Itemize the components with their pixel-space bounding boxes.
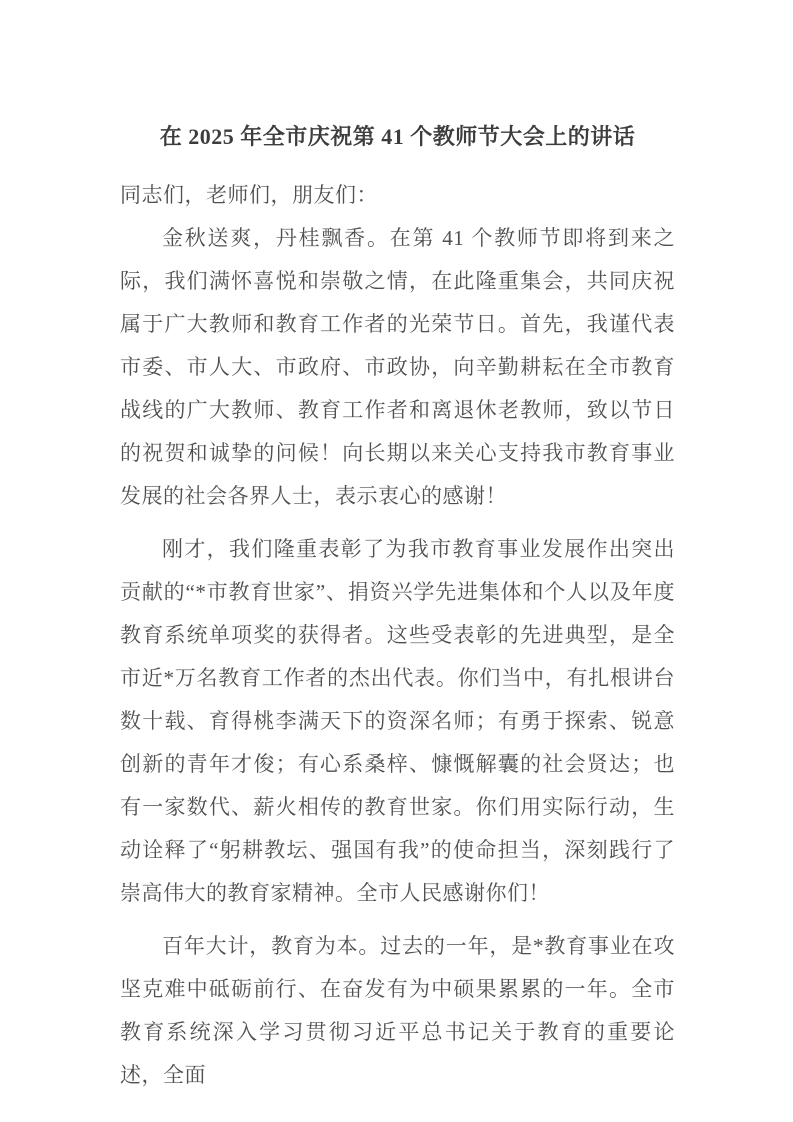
paragraph-greeting: 金秋送爽，丹桂飘香。在第 41 个教师节即将到来之际，我们满怀喜悦和崇敬之情，在此隆重集会，共同庆祝属于广大教师和教育工作者的光荣节日。首先，我谨代表市委、市人大、市政府、市政协，向辛勤耕耘在全市教育战线的广大教师、教育工作者和离退休老教师，致以节日的祝贺和诚挚的问候！向长期以来关心支持我市教育事业发展的社会各界人士，表示衷心的感谢！ bbox=[120, 226, 675, 508]
salutation-line: 同志们，老师们，朋友们： bbox=[120, 183, 378, 207]
document-title: 在 2025 年全市庆祝第 41 个教师节大会上的讲话 bbox=[159, 124, 636, 149]
paragraph-education-review: 百年大计，教育为本。过去的一年，是*教育事业在攻坚克难中砥砺前行、在奋发有为中硕果累累的一年。全市教育系统深入学习贯彻习近平总书记关于教育的重要论述，全面 bbox=[120, 934, 675, 1087]
paragraph-commendation: 刚才，我们隆重表彰了为我市教育事业发展作出突出贡献的“*市教育世家”、捐资兴学先进集体和个人以及年度教育系统单项奖的获得者。这些受表彰的先进典型，是全市近*万名教育工作者的杰出代表。你们当中，有扎根讲台数十载、育得桃李满天下的资深名师；有勇于探索、锐意创新的青年才俊；有心系桑梓、慷慨解囊的社会贤达；也有一家数代、薪火相传的教育世家。你们用实际行动，生动诠释了“躬耕教坛、强国有我”的使命担当，深刻践行了崇高伟大的教育家精神。全市人民感谢你们！ bbox=[120, 537, 675, 905]
